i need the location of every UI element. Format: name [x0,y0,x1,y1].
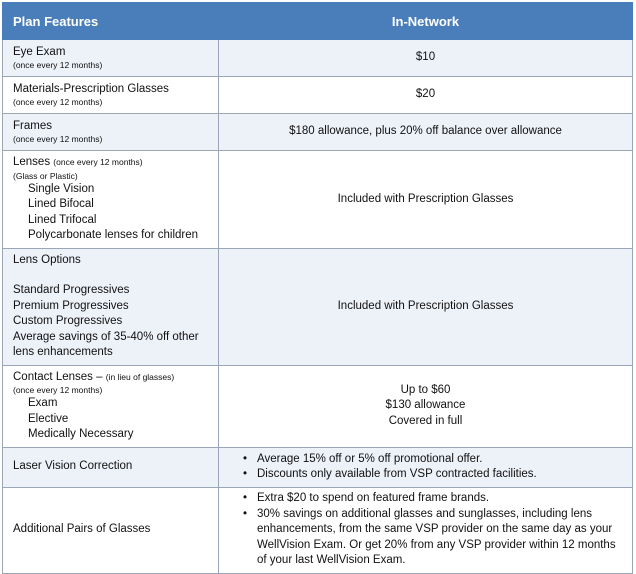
feature-name: Additional Pairs of Glasses [13,523,151,536]
feature-cell [3,447,219,487]
list-item: Standard Progressives [13,284,130,296]
feature-note: (once every 12 months) [13,134,103,145]
list-item: Average savings of 35-40% off other [13,330,199,343]
list-item: Premium Progressives [13,299,129,312]
feature-name-note: (in lieu of glasses) [105,371,175,382]
table-row-additional-pairs [3,487,633,573]
header-in-network: In-Network [219,3,633,40]
feature-name: Laser Vision Correction [13,460,133,473]
bullet-list [219,491,632,569]
list-item: Polycarbonate lenses for children [28,229,199,241]
plan-features-table [2,2,633,574]
value-cell: Included with Prescription Glasses [219,151,633,249]
feature-name: Lenses [13,156,51,168]
list-item: Elective [28,412,69,425]
feature-name: Lens Options [13,253,81,266]
feature-cell [3,365,219,447]
list-item: lens enhancements [13,346,113,358]
table-row-laser-vision [3,447,633,487]
feature-cell [3,487,219,573]
feature-name: Frames [13,119,52,132]
bullet-icon: • [243,452,248,465]
value-cell [219,447,633,487]
list-item: Medically Necessary [28,428,134,440]
list-item: Custom Progressives [13,315,123,327]
value-cell: $10 [219,40,633,77]
list-item: Lined Trifocal [28,213,97,226]
list-item: • Extra $20 to spend on featured frame brands. [243,491,626,507]
table-row-lenses [3,151,633,249]
feature-cell [3,151,219,249]
list-item: Exam [28,397,58,409]
feature-note: (once every 12 months) [13,385,103,395]
bullet-list [219,452,632,483]
feature-note: (once every 12 months) [13,60,103,71]
header-plan-features: Plan Features [3,3,219,40]
value-cell [219,365,633,447]
value-cell: $180 allowance, plus 20% off balance over allowance [219,114,633,151]
bullet-icon: • [243,507,248,520]
table-row-lens-options [3,248,633,365]
value-cell [219,487,633,573]
bullet-icon: • [243,492,248,505]
feature-cell [3,77,219,114]
table-row-eye-exam [3,40,633,77]
table-header-row [3,3,633,40]
value-cell: $20 [219,77,633,114]
value-cell: Included with Prescription Glasses [219,248,633,365]
list-item: • 30% savings on additional glasses and sunglasses, including lens enhancements, from the same VSP provider on the same day as your WellVision Exam. Or get 20% from any VSP provider within 12 months of your last WellVision Exam. [243,507,616,567]
table-row-contact-lenses [3,365,633,447]
feature-cell [3,114,219,151]
list-item: Lined Bifocal [28,198,94,210]
list-item: • Average 15% off or 5% off promotional offer. [243,452,626,468]
value-line: Up to $60 [400,383,451,396]
feature-name-note: (once every 12 months) [53,157,143,167]
feature-cell [3,248,219,365]
feature-name: Contact Lenses – [13,370,103,383]
feature-note: (once every 12 months) [13,97,103,108]
feature-cell [3,40,219,77]
table-row-frames [3,114,633,151]
feature-note: (Glass or Plastic) [13,170,78,181]
value-line: $130 allowance [385,399,466,412]
feature-name: Materials-Prescription Glasses [13,82,169,95]
plan-features-table-container [2,2,633,574]
table-row-materials [3,77,633,114]
value-line: Covered in full [388,414,463,427]
list-item: • Discounts only available from VSP contracted facilities. [243,467,626,483]
bullet-icon: • [243,468,248,480]
feature-name: Eye Exam [13,45,66,58]
list-item: Single Vision [28,182,95,195]
